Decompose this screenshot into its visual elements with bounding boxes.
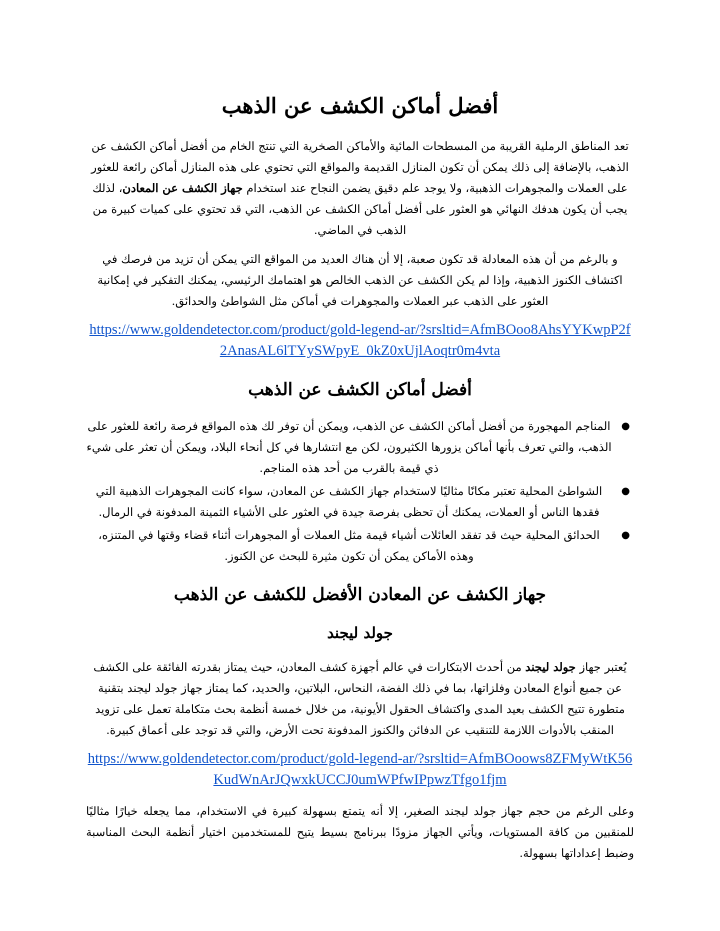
intro-text-2: ، لذلك يجب أن يكون هدفك النهائي هو العثور على أفضل أماكن الكشف عن الذهب، التي قد تحتوي على كميات كبيرة من الذهب في الماضي. xyxy=(92,181,628,237)
intro-bold-keyword: جهاز الكشف عن المعادن xyxy=(122,181,243,195)
intro-text-1: تعد المناطق الرملية القريبة من المسطحات المائية والأماكن الصخرية التي تنتج الخام من أفضل أماكن الكشف عن الذهب، بالإضافة إلى ذلك يمكن أن تكون المنازل القديمة والمواقع التي تحتوي على هذه المنازل أماكن رائعة للعثور على العملات والمجوهرات الذهبية، ولا يوجد علم دقيق يضمن النجاح عند استخدام xyxy=(91,139,629,195)
section-heading-detector: جهاز الكشف عن المعادن الأفضل للكشف عن الذهب xyxy=(173,585,547,605)
list-item-text: الشواطئ المحلية تعتبر مكانًا مثاليًا لاستخدام جهاز الكشف عن المعادن، سواء كانت المجوهرات الذهبية التي فقدها الناس أو العملات، يمكنك أن تحظى بفرصة جيدة في العثور على الأشياء الثمينة المدفونة في الرمال. xyxy=(95,484,603,519)
main-heading: أفضل أماكن الكشف عن الذهب xyxy=(221,93,499,118)
product-link-1[interactable]: https://www.goldendetector.com/product/gold-legend-ar/?srsltid=AfmBOoo8AhsYYKwpP2f2AnasAL6lTYySWpyE_0kZ0xUjlAoqtr0m4vta xyxy=(89,322,631,359)
list-item xyxy=(86,481,634,523)
product-heading: جولد ليجند xyxy=(327,624,393,642)
gold-legend-paragraph xyxy=(86,657,634,741)
product-link-2[interactable]: https://www.goldendetector.com/product/gold-legend-ar/?srsltid=AfmBOoows8ZFMyWtK56KudWnArJQwxkUCCJ0umWPfwIPpwzTfgo1fjm xyxy=(87,751,633,788)
gold-legend-bold-name: جولد ليجند xyxy=(525,660,576,674)
gold-legend-text-1: يُعتبر جهاز xyxy=(575,660,627,674)
bullet-icon: ● xyxy=(621,486,630,497)
second-paragraph: و بالرغم من أن هذه المعادلة قد تكون صعبة، إلا أن هناك العديد من المواقع التي يمكن أن تزيد من فرصك في اكتشاف الكنوز الذهبية، وإذا لم يكن الكشف عن الذهب الخالص هو اهتمامك الرئيسي، يمكنك التفكير في إمكانية العثور على الذهب عبر العملات والمجوهرات في أماكن مثل الشواطئ والحدائق. xyxy=(97,252,623,308)
gold-legend-text-2: من أحدث الابتكارات في عالم أجهزة كشف المعادن، حيث يمتاز بقدرته الفائقة على الكشف عن جميع أنواع المعادن وفلزاتها، بما في ذلك الفضة، النحاس، البلاتين، والحديد، كما يمتاز جهاز جولد ليجند بتقنية متطورة تتيح الكشف بعيد المدى واكتشاف الحقول الأيونية، من خلال خمسة أنظمة بحث متكاملة تعمل على تزويد المنقب بالأدوات اللازمة للتنقيب عن الدفائن والكنوز المدفونة تحت الأرض، والتي قد توجد على أعماق كبيرة. xyxy=(93,660,625,737)
intro-paragraph xyxy=(86,136,634,241)
list-item-text: المناجم المهجورة من أفضل أماكن الكشف عن الذهب، ويمكن أن توفر لك هذه المواقع فرصة رائعة للعثور على الذهب، والتي تعرف بأنها أماكن يزورها الكثيرون، لكن مع انتشارها في كل أنحاء البلاد، ويمكن أن تعثر على شيء ذي قيمة بالقرب من أحد هذه المناجم. xyxy=(86,419,612,475)
places-list xyxy=(86,416,634,567)
list-item xyxy=(86,525,634,567)
list-item-text: الحدائق المحلية حيث قد تفقد العائلات أشياء قيمة مثل العملات أو المجوهرات أثناء قضاء وقتها في المتنزه، وهذه الأماكن يمكن أن تكون مثيرة للبحث عن الكنوز. xyxy=(98,528,600,563)
last-paragraph: وعلى الرغم من حجم جهاز جولد ليجند الصغير، إلا أنه يتمتع بسهولة كبيرة في الاستخدام، مما يجعله خيارًا مثاليًا للمنقبين من كافة المستويات، ويأتي الجهاز مزودًا ببرنامج بسيط يتيح للمستخدمين اختيار أنظمة البحث المناسبة وضبط إعداداتها بسهولة. xyxy=(86,804,634,860)
bullet-icon: ● xyxy=(621,421,630,432)
list-item xyxy=(86,416,634,479)
document-page xyxy=(86,92,634,872)
section-heading-places: أفضل أماكن الكشف عن الذهب xyxy=(248,380,472,400)
bullet-icon: ● xyxy=(621,530,630,541)
